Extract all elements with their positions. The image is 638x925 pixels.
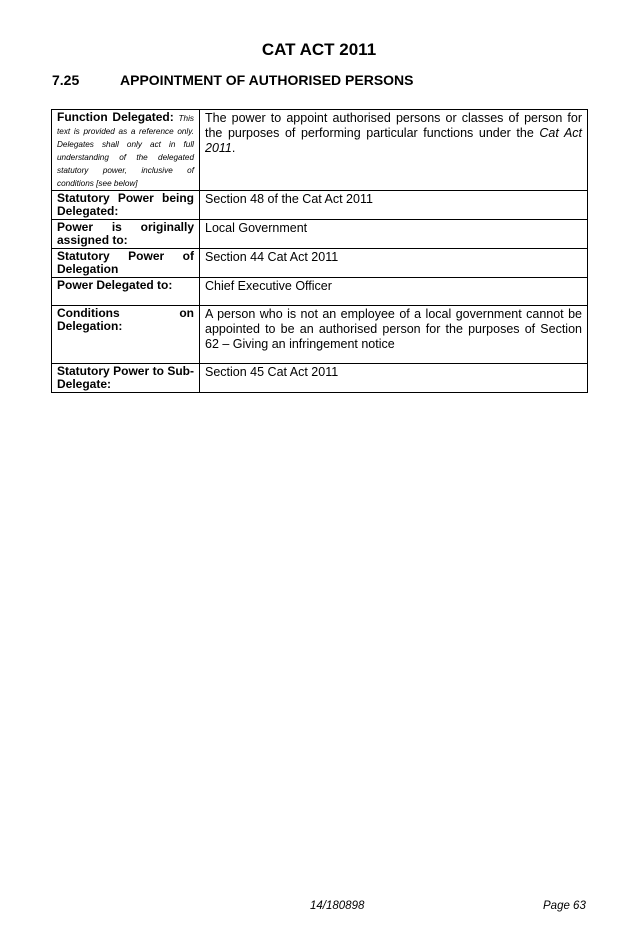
row-value: Section 44 Cat Act 2011 [200, 249, 588, 278]
row-label: Statutory Power to Sub-Delegate: [52, 364, 200, 393]
row-label: Conditions on Delegation: [52, 306, 200, 364]
function-delegated-cell [52, 110, 200, 191]
delegation-table [51, 109, 588, 393]
row-label: Power Delegated to: [52, 278, 200, 306]
section-heading [52, 72, 414, 88]
function-value-act: Cat Act 2011 [205, 126, 582, 155]
act-title: CAT ACT 2011 [261, 40, 377, 59]
function-delegated-value [200, 110, 588, 191]
table-row [52, 220, 588, 249]
function-value-text: The power to appoint authorised persons or classes of person for the purposes of performing particular functions under the [205, 111, 582, 140]
row-value: Local Government [200, 220, 588, 249]
table-row [52, 306, 588, 364]
row-label: Power is originally assigned to: [52, 220, 200, 249]
row-label: Statutory Power being Delegated: [52, 191, 200, 220]
footer-reference: 14/180898 [310, 900, 365, 912]
table-row [52, 249, 588, 278]
row-value: A person who is not an employee of a local government cannot be appointed to be an authorised person for the purposes of Section 62 – Giving an infringement notice [200, 306, 588, 364]
row-value: Section 45 Cat Act 2011 [200, 364, 588, 393]
function-delegated-label: Function Delegated: [57, 110, 174, 124]
row-label: Statutory Power of Delegation [52, 249, 200, 278]
section-title: APPOINTMENT OF AUTHORISED PERSONS [120, 72, 414, 88]
table-row [52, 364, 588, 393]
function-value-end: . [231, 141, 236, 155]
row-value: Section 48 of the Cat Act 2011 [200, 191, 588, 220]
table-row [52, 191, 588, 220]
section-number: 7.25 [52, 72, 80, 88]
table-row [52, 278, 588, 306]
function-delegated-note: This text is provided as a reference only. Delegates shall only act in full understanding of the delegated statutory power, inclusive of conditions [see below] [57, 114, 194, 188]
row-value: Chief Executive Officer [200, 278, 588, 306]
footer-page-number: Page 63 [543, 900, 586, 912]
table-row [52, 110, 588, 191]
